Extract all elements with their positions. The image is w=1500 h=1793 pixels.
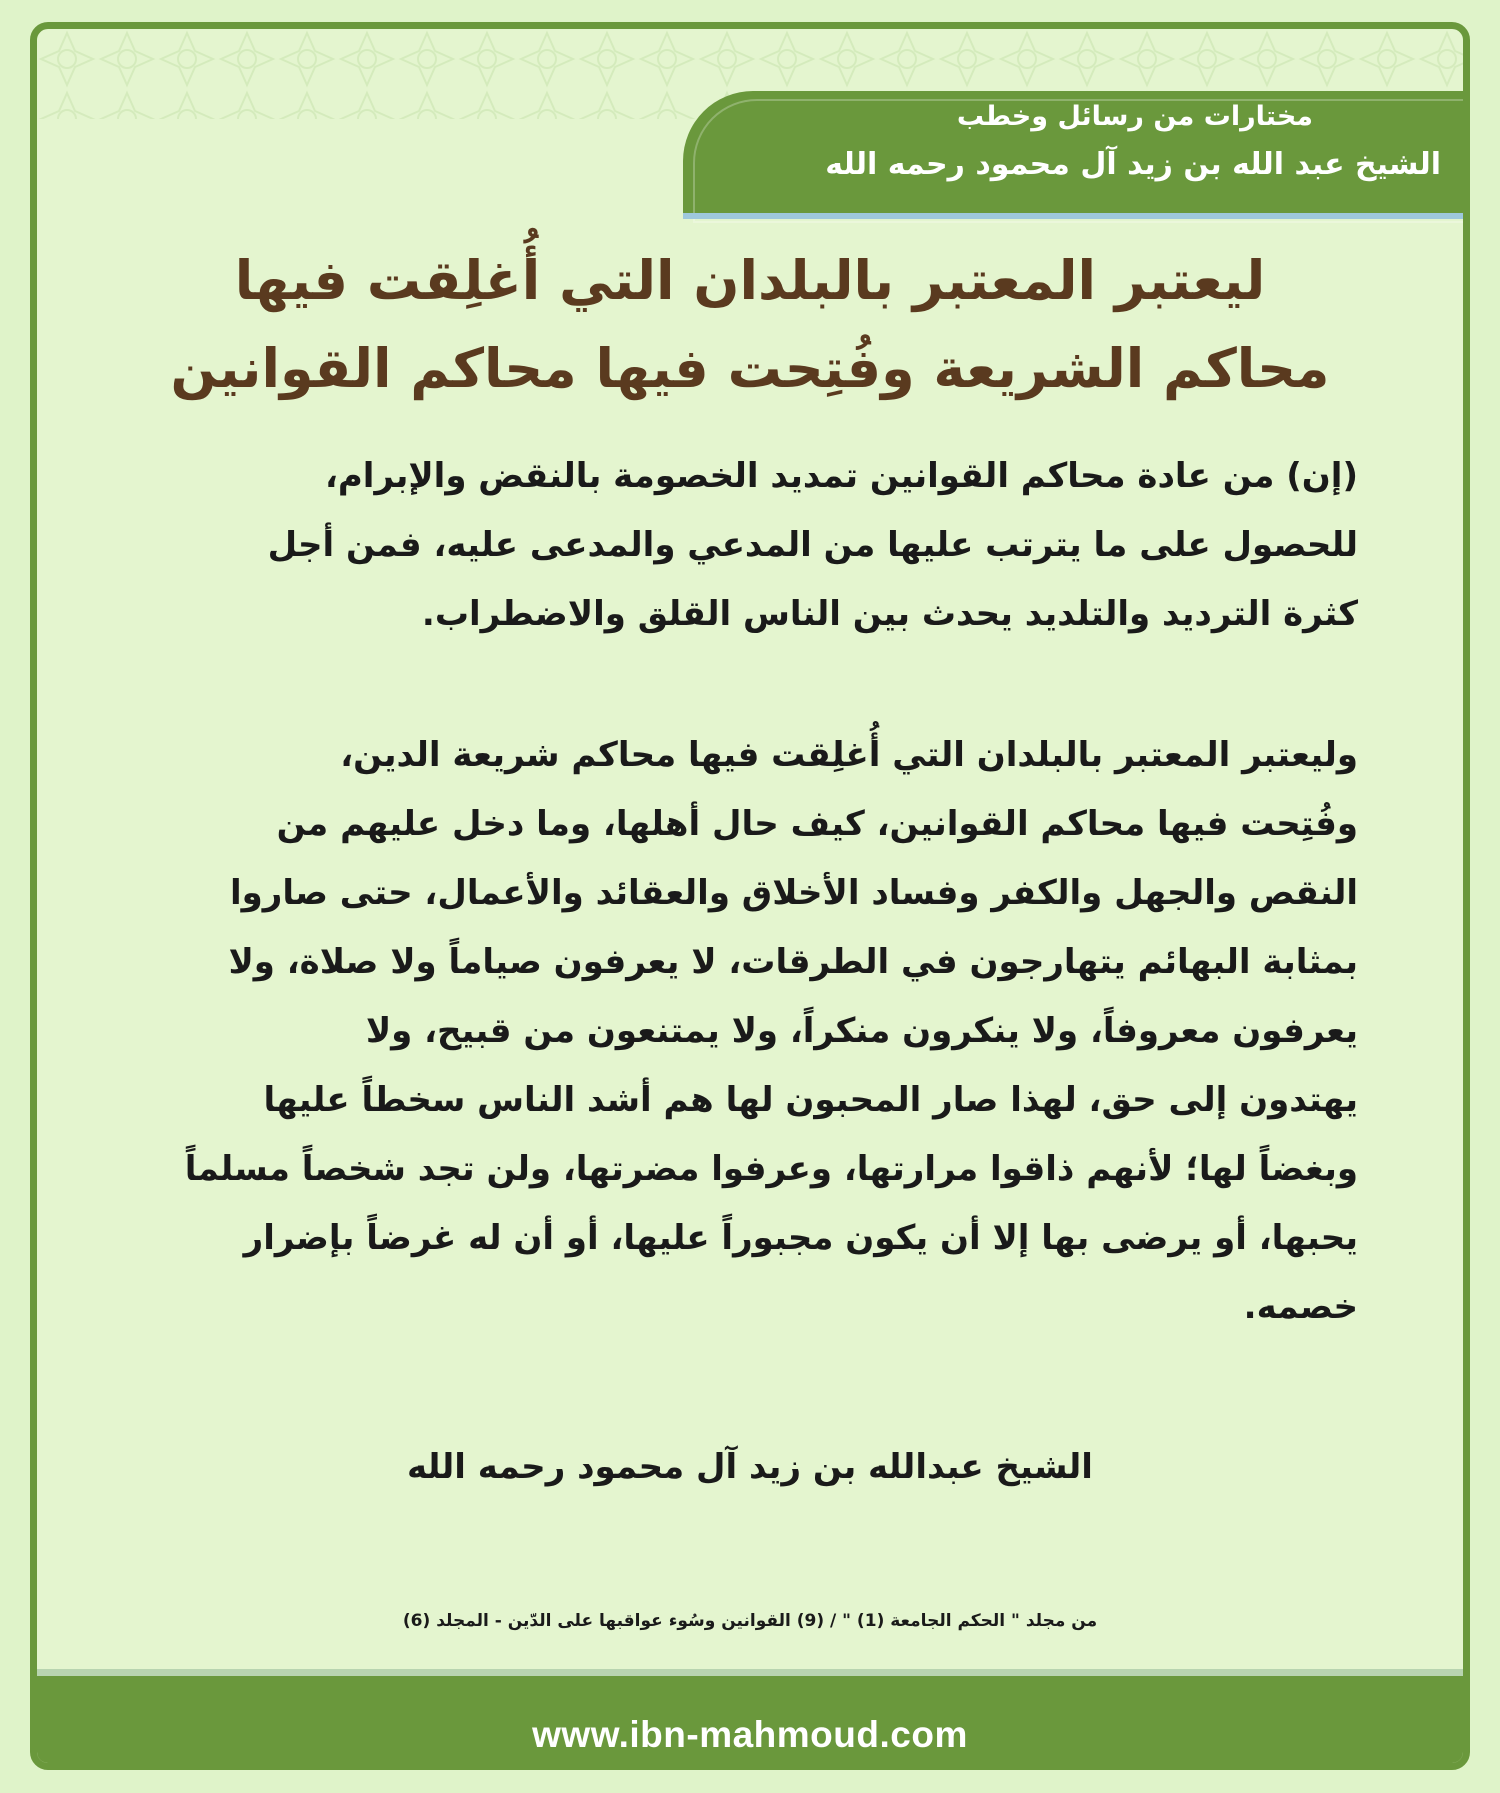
header-author: الشيخ عبد الله بن زيد آل محمود رحمه الله — [825, 147, 1441, 182]
paragraph-line: وفُتِحت فيها محاكم القوانين، كيف حال أهلها، وما دخل عليهم من — [276, 804, 1358, 844]
paragraph-line: وليعتبر المعتبر بالبلدان التي أُغلِقت فيها محاكم شريعة الدين، — [340, 735, 1358, 775]
paragraph-line: بمثابة البهائم يتهارجون في الطرقات، لا يعرفون صياماً ولا صلاة، ولا — [228, 942, 1358, 982]
author-signature: الشيخ عبدالله بن زيد آل محمود رحمه الله — [407, 1447, 1093, 1487]
source-citation: من مجلد " الحكم الجامعة (1) " / (9) القوانين وسُوء عواقبها على الدّين - المجلد (6) — [402, 1611, 1098, 1631]
header-underline — [683, 213, 1463, 219]
title-line-2: محاكم الشريعة وفُتِحت فيها محاكم القوانين — [170, 337, 1330, 400]
paragraph-line: (إن) من عادة محاكم القوانين تمديد الخصومة بالنقض والإبرام، — [324, 456, 1358, 496]
paragraph-2 — [152, 721, 1358, 1342]
paragraph-line: يعرفون معروفاً، ولا ينكرون منكراً، ولا يمتنعون من قبيح، ولا — [365, 1011, 1358, 1051]
title-line-1: ليعتبر المعتبر بالبلدان التي أُغلِقت فيها — [234, 249, 1266, 312]
paragraph-line: كثرة الترديد والتلديد يحدث بين الناس القلق والاضطراب. — [421, 594, 1358, 634]
paragraph-line: وبغضاً لها؛ لأنهم ذاقوا مرارتها، وعرفوا مضرتها، ولن تجد شخصاً مسلماً — [184, 1149, 1358, 1189]
paragraph-1 — [152, 442, 1358, 649]
paragraph-line: للحصول على ما يترتب عليها من المدعي والمدعى عليه، فمن أجل — [267, 525, 1358, 565]
footer-divider — [37, 1669, 1463, 1676]
header-subtitle: مختارات من رسائل وخطب — [956, 101, 1313, 132]
article-title — [117, 237, 1383, 413]
footer-bar — [37, 1676, 1463, 1763]
header-banner — [683, 91, 1463, 213]
paragraph-line: خصمه. — [1243, 1287, 1358, 1327]
paragraph-line: يحبها، أو يرضى بها إلا أن يكون مجبوراً عليها، أو أن له غرضاً بإضرار — [243, 1218, 1358, 1258]
paragraph-line: النقص والجهل والكفر وفساد الأخلاق والعقائد والأعمال، حتى صاروا — [229, 873, 1358, 913]
paragraph-line: يهتدون إلى حق، لهذا صار المحبون لها هم أشد الناس سخطاً عليها — [263, 1080, 1358, 1120]
website-link[interactable]: www.ibn-mahmoud.com — [532, 1714, 968, 1755]
poster-frame — [30, 22, 1470, 1770]
